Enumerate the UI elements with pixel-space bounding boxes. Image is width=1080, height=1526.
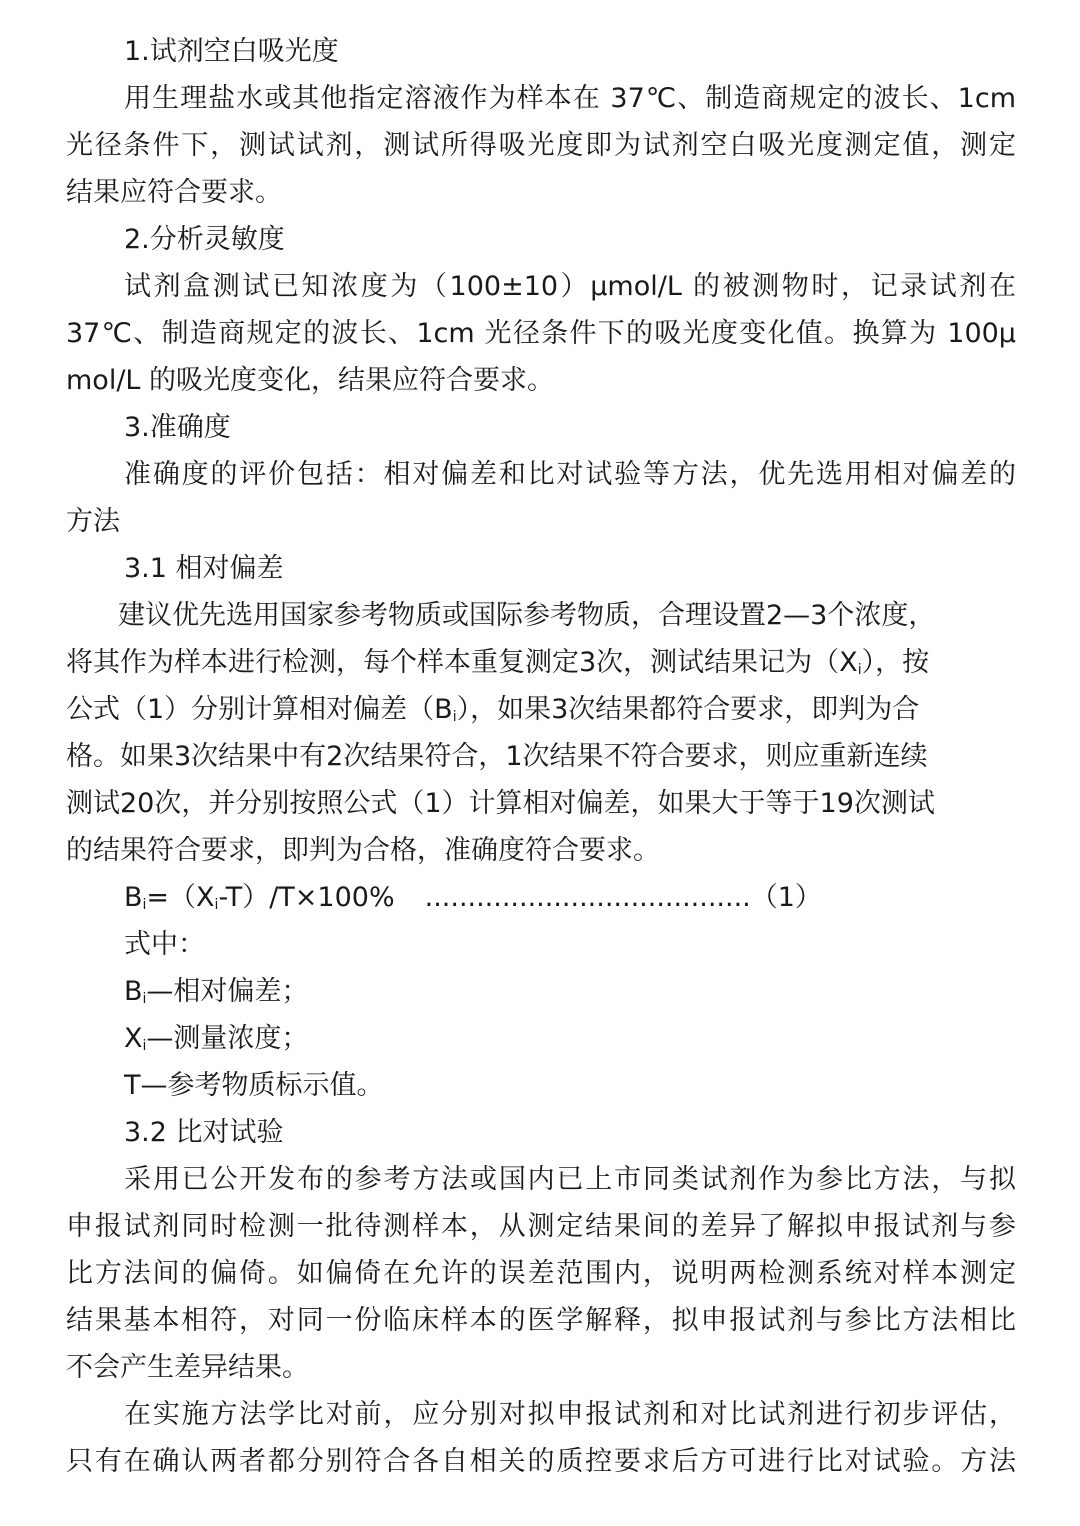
paragraph-3-1-line-1: 建议优先选用国家参考物质或国际参考物质，合理设置2—3个浓度，	[118, 600, 936, 631]
paragraph-3-1-line-3	[66, 686, 1016, 733]
paragraph-3-2-line-2: 申报试剂同时检测一批待测样本，从测定结果间的差异了解拟申报试剂与参	[66, 1211, 1016, 1242]
subscript-i: i	[142, 991, 147, 1007]
paragraph-3-2-line-5: 不会产生差异结果。	[66, 1352, 309, 1383]
paragraph-3-1-line-5: 测试20次，并分别按照公式（1）计算相对偏差，如果大于等于19次测试	[66, 788, 935, 819]
formula-part: =（X	[146, 882, 215, 913]
heading-3-1: 3.1 相对偏差	[124, 553, 284, 584]
subscript-i: i	[857, 662, 862, 678]
definition-t: T—参考物质标示值。	[124, 1070, 384, 1101]
formula-number: ......................................（1）	[424, 882, 822, 913]
text-fragment: ），按	[861, 647, 930, 678]
paragraph-2-line-1: 试剂盒测试已知浓度为（100±10）μmol/L 的被测物时，记录试剂在	[124, 271, 1016, 302]
paragraph-4-line-1: 在实施方法学比对前，应分别对拟申报试剂和对比试剂进行初步评估，	[124, 1399, 1016, 1430]
heading-3: 3.准确度	[124, 412, 231, 443]
formula-1	[66, 874, 1016, 921]
paragraph-3-1-line-4: 格。如果3次结果中有2次结果符合，1次结果不符合要求，则应重新连续	[66, 741, 928, 772]
subscript-i: i	[214, 897, 219, 913]
text-fragment: 公式（1）分别计算相对偏差（B	[66, 694, 453, 725]
paragraph-1-line-3: 结果应符合要求。	[66, 177, 282, 208]
text-fragment: B	[124, 976, 143, 1007]
text-fragment: X	[124, 1023, 143, 1054]
definition-bi	[66, 968, 1016, 1015]
paragraph-3-line-2: 方法	[66, 506, 120, 537]
paragraph-3-1-line-2	[66, 639, 1016, 686]
heading-2: 2.分析灵敏度	[124, 224, 285, 255]
definition-xi	[66, 1015, 1016, 1062]
paragraph-2-line-2: 37℃、制造商规定的波长、1cm 光径条件下的吸光度变化值。换算为 100μ	[66, 318, 1016, 349]
paragraph-3-2-line-1: 采用已公开发布的参考方法或国内已上市同类试剂作为参比方法，与拟	[124, 1164, 1016, 1195]
paragraph-1-line-2: 光径条件下，测试试剂，测试所得吸光度即为试剂空白吸光度测定值，测定	[66, 130, 1016, 161]
text-fragment: ），如果3次结果都符合要求，即判为合	[456, 694, 920, 725]
paragraph-1-line-1: 用生理盐水或其他指定溶液作为样本在 37℃、制造商规定的波长、1cm	[124, 83, 1016, 114]
text-fragment: —相对偏差；	[146, 976, 309, 1007]
subscript-i: i	[452, 709, 457, 725]
text-fragment: 将其作为样本进行检测，每个样本重复测定3次，测试结果记为（X	[66, 647, 858, 678]
subscript-i: i	[142, 1038, 147, 1054]
heading-1: 1.试剂空白吸光度	[124, 36, 339, 67]
where-label: 式中：	[124, 929, 205, 960]
heading-3-2: 3.2 比对试验	[124, 1117, 284, 1148]
paragraph-3-2-line-4: 结果基本相符，对同一份临床样本的医学解释，拟申报试剂与参比方法相比	[66, 1305, 1016, 1336]
text-fragment: —测量浓度；	[146, 1023, 309, 1054]
paragraph-3-1-line-6: 的结果符合要求，即判为合格，准确度符合要求。	[66, 835, 660, 866]
paragraph-4-line-2: 只有在确认两者都分别符合各自相关的质控要求后方可进行比对试验。方法	[66, 1446, 1016, 1477]
formula-b: B	[124, 882, 143, 913]
subscript-i: i	[142, 897, 147, 913]
paragraph-3-2-line-3: 比方法间的偏倚。如偏倚在允许的误差范围内，说明两检测系统对样本测定	[66, 1258, 1016, 1289]
paragraph-2-line-3: mol/L 的吸光度变化，结果应符合要求。	[66, 365, 555, 396]
formula-part: -T）/T×100%	[218, 882, 395, 913]
paragraph-3-line-1: 准确度的评价包括：相对偏差和比对试验等方法，优先选用相对偏差的	[124, 459, 1016, 490]
